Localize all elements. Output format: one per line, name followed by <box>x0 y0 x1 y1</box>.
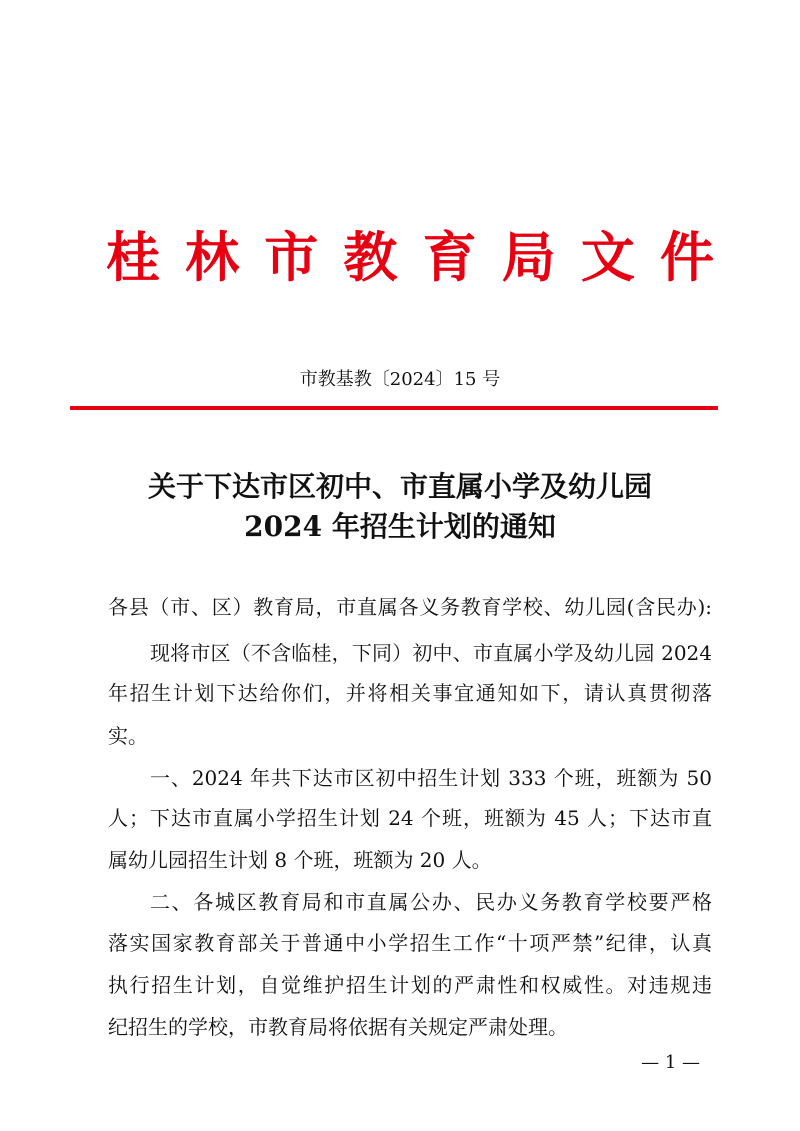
issuing-authority-header: 桂 林 市 教 育 局 文 件 <box>106 225 714 289</box>
body-line: 现将市区（不含临桂，下同）初中、市直属小学及幼儿园 2024 <box>150 641 712 665</box>
body-line: 属幼儿园招生计划 8 个班，班额为 20 人。 <box>108 848 492 872</box>
document-title-line-1: 关于下达市区初中、市直属小学及幼儿园 <box>147 470 652 503</box>
body-line: 纪招生的学校，市教育局将依据有关规定严肃处理。 <box>108 1015 568 1039</box>
body-line: 落实国家教育部关于普通中小学招生工作“十项严禁”纪律，认真 <box>108 931 712 955</box>
addressee-line: 各县（市、区）教育局，市直属各义务教育学校、幼儿园(含民办): <box>108 595 712 619</box>
body-line: 一、2024 年共下达市区初中招生计划 333 个班，班额为 50 <box>150 766 712 790</box>
body-line: 人；下达市直属小学招生计划 24 个班，班额为 45 人；下达市直 <box>108 806 712 830</box>
body-line: 实。 <box>108 724 148 748</box>
body-line: 二、各城区教育局和市直属公办、民办义务教育学校要严格 <box>150 890 712 914</box>
document-number: 市教基教〔2024〕15 号 <box>299 369 501 390</box>
red-divider-line <box>70 406 718 410</box>
page-number: — 1 — <box>641 1052 700 1073</box>
document-title-line-2: 2024 年招生计划的通知 <box>244 510 556 543</box>
body-line: 执行招生计划，自觉维护招生计划的严肃性和权威性。对违规违 <box>108 973 712 997</box>
body-line: 年招生计划下达给你们，并将相关事宜通知如下，请认真贯彻落 <box>108 681 712 705</box>
